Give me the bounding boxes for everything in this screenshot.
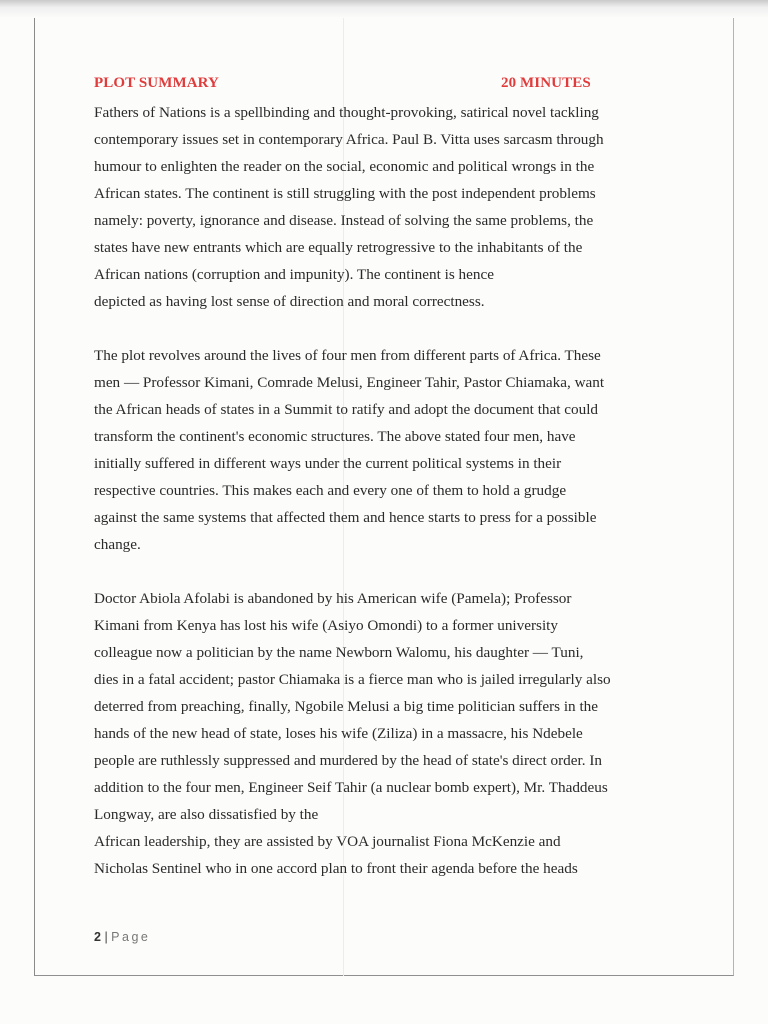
text-line: men — Professor Kimani, Comrade Melusi, Engineer Tahir, Pastor Chiamaka, want [94, 374, 605, 391]
text-line: colleague now a politician by the name Newborn Walomu, his daughter — Tuni, [94, 644, 584, 661]
document-body [94, 99, 684, 909]
section-header [94, 75, 614, 97]
paragraph [94, 585, 684, 882]
text-line: namely: poverty, ignorance and disease. Instead of solving the same problems, the [94, 212, 594, 229]
text-line: Doctor Abiola Afolabi is abandoned by his American wife (Pamela); Professor [94, 590, 572, 607]
text-line: transform the continent's economic structures. The above stated four men, have [94, 428, 576, 445]
section-title: PLOT SUMMARY [94, 75, 219, 91]
text-line: African states. The continent is still struggling with the post independent problems [94, 185, 596, 202]
text-line: initially suffered in different ways under the current political systems in their [94, 455, 562, 472]
text-line: states have new entrants which are equally retrogressive to the inhabitants of the [94, 239, 583, 256]
text-line: addition to the four men, Engineer Seif Tahir (a nuclear bomb expert), Mr. Thaddeus [94, 779, 608, 796]
text-line: Nicholas Sentinel who in one accord plan to front their agenda before the heads [94, 860, 578, 877]
text-line: the African heads of states in a Summit to ratify and adopt the document that could [94, 401, 599, 418]
text-line: respective countries. This makes each and every one of them to hold a grudge [94, 482, 567, 499]
text-line: dies in a fatal accident; pastor Chiamaka is a fierce man who is jailed irregularly also [94, 671, 611, 688]
text-line: humour to enlighten the reader on the social, economic and political wrongs in the [94, 158, 595, 175]
paragraph [94, 99, 684, 315]
text-line: The plot revolves around the lives of four men from different parts of Africa. These [94, 347, 601, 364]
time-allocation: 20 MINUTES [501, 75, 591, 91]
text-line: contemporary issues set in contemporary Africa. Paul B. Vitta uses sarcasm through [94, 131, 604, 148]
paragraph [94, 342, 684, 558]
page-number: 2 [94, 930, 101, 944]
text-line: Fathers of Nations is a spellbinding and thought-provoking, satirical novel tackling [94, 104, 599, 121]
text-line: African leadership, they are assisted by VOA journalist Fiona McKenzie and [94, 833, 561, 850]
text-line: depicted as having lost sense of direction and moral correctness. [94, 293, 485, 310]
text-line: against the same systems that affected them and hence starts to press for a possible [94, 509, 597, 526]
footer-separator: | [104, 930, 108, 944]
page-label: Page [111, 930, 151, 944]
text-line: African nations (corruption and impunity). The continent is hence [94, 266, 494, 283]
text-line: Longway, are also dissatisfied by the [94, 806, 319, 823]
text-line: people are ruthlessly suppressed and murdered by the head of state's direct order. In [94, 752, 602, 769]
page-footer [94, 930, 150, 944]
text-line: Kimani from Kenya has lost his wife (Asiyo Omondi) to a former university [94, 617, 558, 634]
text-line: change. [94, 536, 141, 553]
text-line: deterred from preaching, finally, Ngobile Melusi a big time politician suffers in the [94, 698, 598, 715]
text-line: hands of the new head of state, loses his wife (Ziliza) in a massacre, his Ndebele [94, 725, 583, 742]
scan-top-edge [0, 0, 768, 18]
